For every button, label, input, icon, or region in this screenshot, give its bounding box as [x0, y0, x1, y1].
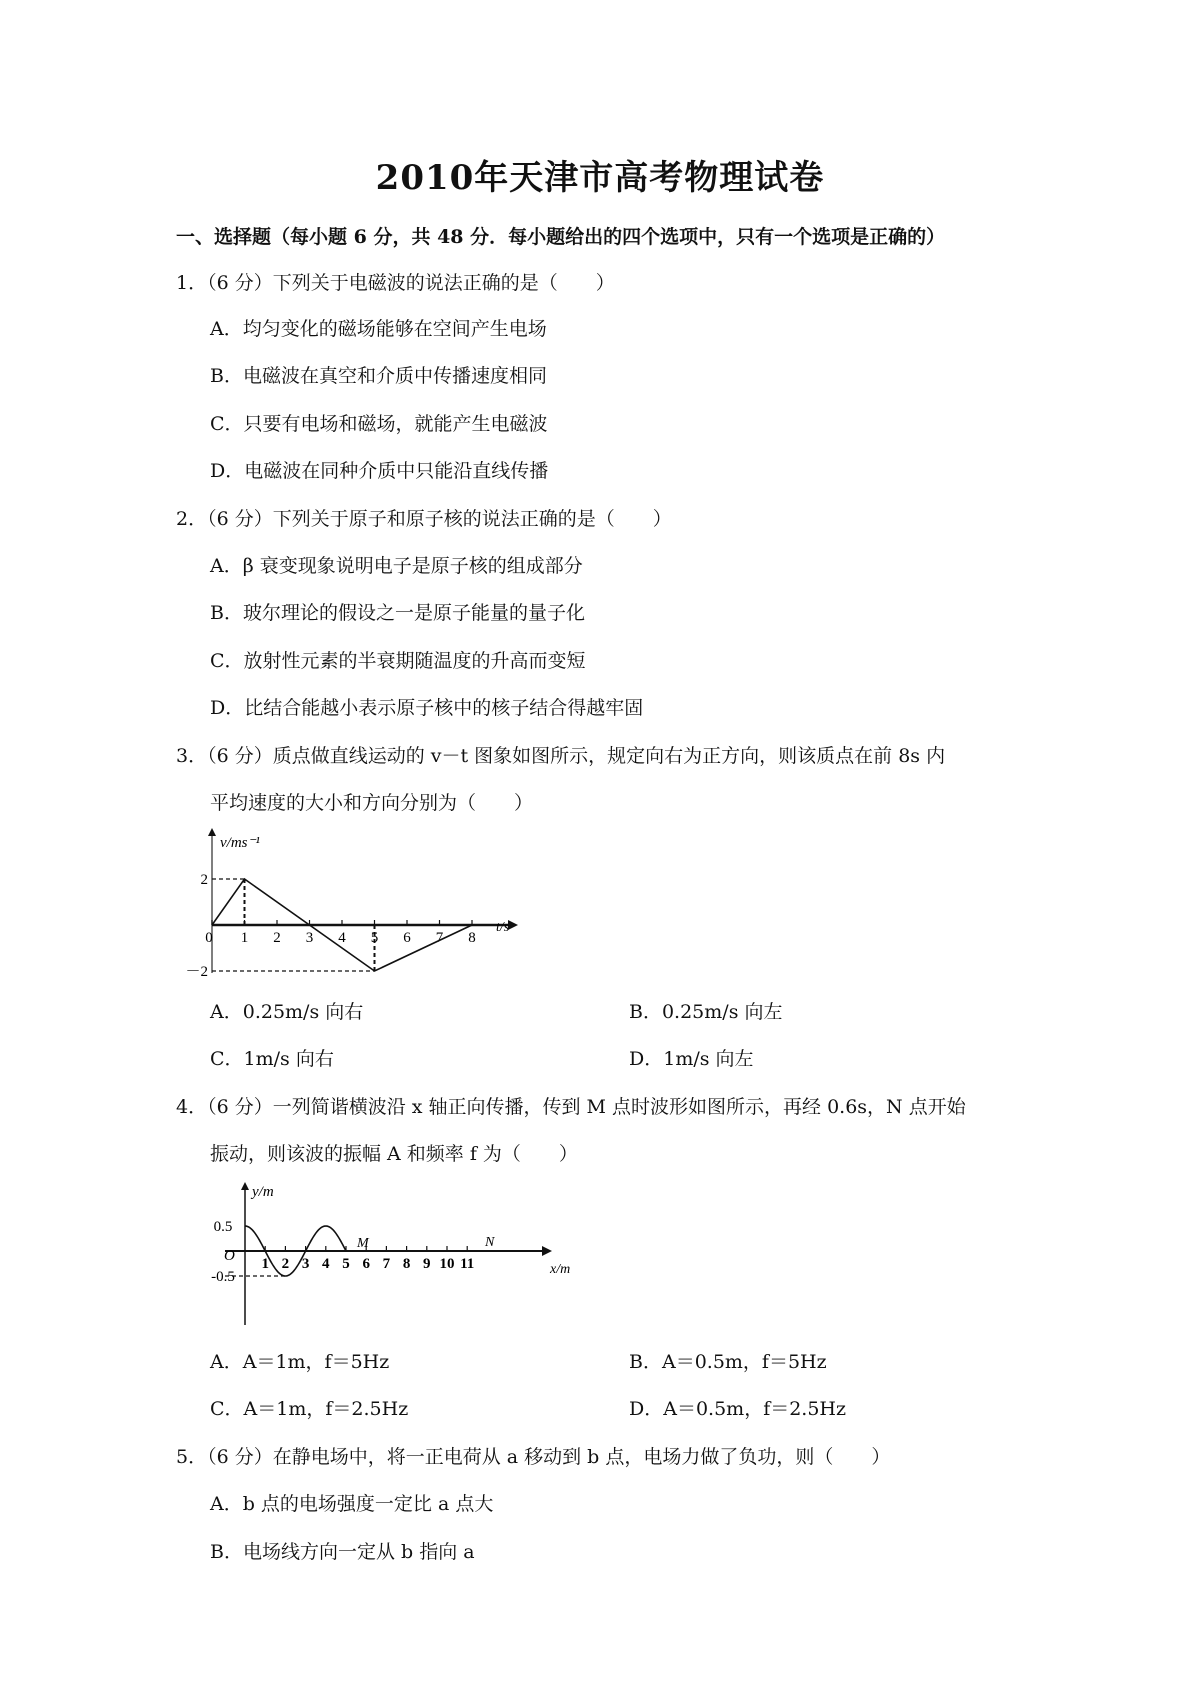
question-4-stem: 4．（6 分）一列简谐横波沿 x 轴正向传播，传到 M 点时波形如图所示，再经 0.6s，N 点开始: [176, 1096, 966, 1118]
q1-option-c: C．只要有电场和磁场，就能产生电磁波: [210, 413, 548, 435]
question-5-stem: 5．（6 分）在静电场中，将一正电荷从 a 移动到 b 点，电场力做了负功，则（ ）: [176, 1446, 891, 1468]
y-tick-label: 2: [200, 872, 208, 888]
q1-option-a: A．均匀变化的磁场能够在空间产生电场: [210, 318, 547, 340]
vt-graph: [185, 828, 530, 980]
q2-option-a: A．β 衰变现象说明电子是原子核的组成部分: [210, 555, 583, 577]
y-tick-label: －2: [185, 964, 208, 980]
q3-option-a: A．0.25m/s 向右: [210, 1001, 364, 1023]
y-tick-label: -0.5: [211, 1269, 235, 1285]
x-tick-label: 4: [322, 1256, 330, 1272]
section-heading: 一、选择题（每小题 6 分，共 48 分．每小题给出的四个选项中，只有一个选项是正确的）: [176, 226, 946, 248]
q4-option-a: A．A＝1m，f＝5Hz: [210, 1351, 390, 1373]
x-tick-label: 8: [402, 1256, 411, 1272]
x-tick-label: 4: [338, 930, 346, 946]
q1-option-d: D．电磁波在同种介质中只能沿直线传播: [210, 460, 549, 482]
question-3-stem-continued: 平均速度的大小和方向分别为（ ）: [210, 792, 534, 814]
origin-label: O: [224, 1248, 235, 1264]
q2-option-c: C．放射性元素的半衰期随温度的升高而变短: [210, 650, 586, 672]
x-tick-label: 7: [435, 930, 444, 946]
x-tick-label: 11: [460, 1256, 475, 1272]
page-title: 2010年天津市高考物理试卷: [375, 158, 825, 198]
y-axis-arrow: [208, 828, 216, 836]
question-1-stem: 1．（6 分）下列关于电磁波的说法正确的是（ ）: [176, 272, 615, 294]
question-4-stem-continued: 振动，则该波的振幅 A 和频率 f 为（ ）: [210, 1143, 578, 1165]
x-axis-arrow: [542, 1246, 552, 1256]
x-tick-label: 1: [240, 930, 249, 946]
q4-option-c: C．A＝1m，f＝2.5Hz: [210, 1398, 409, 1420]
vt-y-axis-label: v/ms⁻¹: [220, 835, 260, 851]
q3-option-d: D．1m/s 向左: [629, 1048, 754, 1070]
x-tick-label: 1: [261, 1256, 269, 1272]
wave-x-axis-label: x/m: [550, 1262, 571, 1277]
y-tick-label: 0.5: [213, 1219, 233, 1235]
q5-option-a: A．b 点的电场强度一定比 a 点大: [210, 1493, 494, 1515]
q2-option-b: B．玻尔理论的假设之一是原子能量的量子化: [210, 602, 585, 624]
question-2-stem: 2．（6 分）下列关于原子和原子核的说法正确的是（ ）: [176, 508, 672, 530]
x-tick-label: 6: [362, 1256, 370, 1272]
vt-x-axis-label: t/s: [496, 920, 510, 935]
x-tick-label: 0: [205, 930, 213, 946]
point-m-label: M: [357, 1236, 369, 1251]
x-tick-label: 3: [301, 1256, 310, 1272]
x-axis-arrow: [508, 920, 518, 930]
x-tick-label: 9: [423, 1256, 431, 1272]
x-tick-label: 8: [468, 930, 476, 946]
point-n-label: N: [485, 1235, 495, 1250]
x-tick-label: 5: [342, 1256, 350, 1272]
wave-y-axis-label: y/m: [252, 1184, 274, 1200]
x-tick-label: 6: [403, 930, 411, 946]
q4-option-b: B．A＝0.5m，f＝5Hz: [629, 1351, 827, 1373]
x-tick-label: 10: [439, 1256, 455, 1272]
x-tick-label: 2: [281, 1256, 290, 1272]
x-tick-label: 7: [382, 1256, 391, 1272]
x-tick-label: 3: [305, 930, 314, 946]
q4-option-d: D．A＝0.5m，f＝2.5Hz: [629, 1398, 847, 1420]
q1-option-b: B．电磁波在真空和介质中传播速度相同: [210, 365, 547, 387]
q2-option-d: D．比结合能越小表示原子核中的核子结合得越牢固: [210, 697, 644, 719]
q5-option-b: B．电场线方向一定从 b 指向 a: [210, 1541, 475, 1563]
q3-option-b: B．0.25m/s 向左: [629, 1001, 783, 1023]
question-3-stem: 3．（6 分）质点做直线运动的 v－t 图象如图所示，规定向右为正方向，则该质点在前 8s 内: [176, 745, 946, 767]
y-axis-arrow: [241, 1182, 249, 1190]
wave-graph: [210, 1180, 590, 1330]
x-tick-label: 5: [370, 930, 379, 946]
x-tick-label: 2: [273, 930, 281, 946]
q3-option-c: C．1m/s 向右: [210, 1048, 334, 1070]
